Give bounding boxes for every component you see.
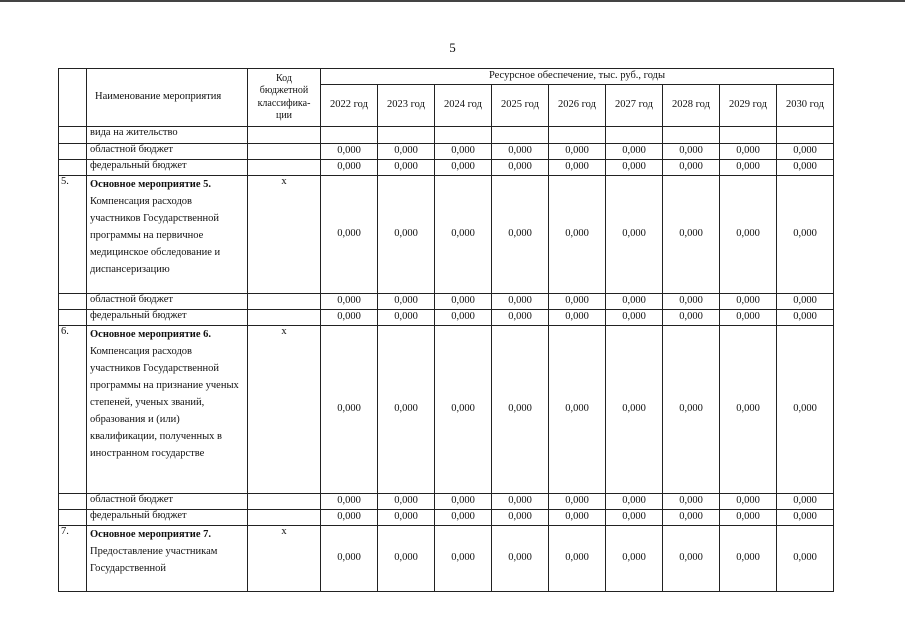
activity-text: федеральный бюджет: [90, 160, 187, 171]
header-code: Код бюджетной классифика-ции: [248, 69, 321, 127]
year-value: 0,000: [777, 510, 834, 526]
year-value: [321, 127, 378, 144]
header-resource: Ресурсное обеспечение, тыс. руб., годы: [321, 69, 834, 85]
table-row: [59, 160, 834, 176]
year-value: 0,000: [378, 294, 435, 310]
activity-name: [87, 127, 248, 144]
activity-name: [87, 526, 248, 592]
budget-code: [248, 510, 321, 526]
table-row: [59, 294, 834, 310]
table-row: [59, 144, 834, 160]
year-value: 0,000: [492, 144, 549, 160]
year-value: 0,000: [321, 510, 378, 526]
year-value: 0,000: [549, 176, 606, 294]
activity-name: [87, 294, 248, 310]
year-value: 0,000: [663, 160, 720, 176]
table-row: [59, 176, 834, 294]
year-value: 0,000: [720, 160, 777, 176]
year-value: 0,000: [777, 144, 834, 160]
year-value: 0,000: [435, 526, 492, 592]
year-value: 0,000: [720, 494, 777, 510]
budget-code: [248, 127, 321, 144]
activity-title: Основное мероприятие 6.: [90, 329, 212, 340]
activity-name: [87, 326, 248, 494]
activity-text: областной бюджет: [90, 294, 173, 305]
table-row: [59, 326, 834, 494]
year-value: [663, 127, 720, 144]
row-number: 7.: [59, 526, 87, 592]
year-value: 0,000: [321, 326, 378, 494]
year-value: [720, 127, 777, 144]
year-value: 0,000: [606, 176, 663, 294]
year-value: 0,000: [435, 294, 492, 310]
header-row-top: [59, 69, 834, 85]
table-row: [59, 510, 834, 526]
row-number: [59, 510, 87, 526]
year-value: 0,000: [720, 310, 777, 326]
year-value: 0,000: [663, 326, 720, 494]
year-value: 0,000: [663, 526, 720, 592]
header-name: Наименование мероприятия: [87, 69, 248, 127]
year-value: 0,000: [378, 494, 435, 510]
activity-text: федеральный бюджет: [90, 310, 187, 321]
year-value: 0,000: [549, 526, 606, 592]
year-value: 0,000: [549, 326, 606, 494]
year-value: 0,000: [492, 176, 549, 294]
year-value: 0,000: [492, 494, 549, 510]
budget-code: [248, 144, 321, 160]
budget-code: х: [248, 326, 321, 494]
row-number: [59, 160, 87, 176]
year-value: 0,000: [378, 526, 435, 592]
year-value: 0,000: [663, 494, 720, 510]
budget-code: [248, 310, 321, 326]
activity-title: Основное мероприятие 7.: [90, 529, 212, 540]
table-body: [59, 127, 834, 592]
year-value: 0,000: [492, 326, 549, 494]
year-value: 0,000: [777, 160, 834, 176]
activity-text: Компенсация расходов участников Государственной программы на первичное медицинское обследование и диспансеризацию: [90, 196, 221, 275]
row-number: 5.: [59, 176, 87, 294]
activity-text: федеральный бюджет: [90, 510, 187, 521]
year-value: 0,000: [663, 510, 720, 526]
row-number: [59, 144, 87, 160]
year-value: 0,000: [777, 176, 834, 294]
year-value: 0,000: [720, 510, 777, 526]
budget-table: [58, 68, 834, 592]
year-value: 0,000: [378, 160, 435, 176]
row-number: [59, 294, 87, 310]
year-value: 0,000: [606, 494, 663, 510]
year-value: 0,000: [720, 294, 777, 310]
activity-text: вида на жительство: [90, 127, 178, 138]
year-value: 0,000: [378, 310, 435, 326]
year-value: 0,000: [663, 310, 720, 326]
year-value: 0,000: [435, 144, 492, 160]
year-value: 0,000: [549, 294, 606, 310]
year-value: [777, 127, 834, 144]
year-value: 0,000: [435, 160, 492, 176]
year-value: 0,000: [321, 310, 378, 326]
year-value: 0,000: [663, 144, 720, 160]
table-row: [59, 526, 834, 592]
year-value: 0,000: [720, 526, 777, 592]
year-value: 0,000: [606, 310, 663, 326]
year-value: 0,000: [720, 176, 777, 294]
year-value: 0,000: [606, 144, 663, 160]
year-value: 0,000: [492, 526, 549, 592]
year-value: 0,000: [777, 326, 834, 494]
year-value: 0,000: [378, 510, 435, 526]
header-year: 2027 год: [606, 85, 663, 127]
activity-name: [87, 160, 248, 176]
activity-name: [87, 494, 248, 510]
table-row: [59, 127, 834, 144]
activity-text: Компенсация расходов участников Государственной программы на признание ученых степеней, ученых званий, образования и (или) квалификации, полученных в иностранном государстве: [90, 346, 239, 459]
row-number: [59, 127, 87, 144]
year-value: [492, 127, 549, 144]
year-value: 0,000: [606, 160, 663, 176]
year-value: 0,000: [492, 510, 549, 526]
budget-code: х: [248, 526, 321, 592]
activity-text: областной бюджет: [90, 144, 173, 155]
year-value: 0,000: [606, 326, 663, 494]
header-number-cell: [59, 69, 87, 127]
header-year: 2024 год: [435, 85, 492, 127]
budget-code: [248, 160, 321, 176]
year-value: 0,000: [321, 494, 378, 510]
header-year: 2030 год: [777, 85, 834, 127]
year-value: 0,000: [435, 510, 492, 526]
year-value: [549, 127, 606, 144]
activity-text: Предоставление участникам Государственной: [90, 546, 218, 574]
year-value: 0,000: [435, 494, 492, 510]
year-value: 0,000: [606, 526, 663, 592]
header-year: 2028 год: [663, 85, 720, 127]
row-number: 6.: [59, 326, 87, 494]
header-year: 2029 год: [720, 85, 777, 127]
year-value: [606, 127, 663, 144]
year-value: 0,000: [777, 494, 834, 510]
year-value: 0,000: [378, 176, 435, 294]
row-number: [59, 494, 87, 510]
year-value: 0,000: [549, 144, 606, 160]
year-value: 0,000: [549, 510, 606, 526]
year-value: 0,000: [549, 310, 606, 326]
budget-code: х: [248, 176, 321, 294]
header-year: 2023 год: [378, 85, 435, 127]
activity-text: областной бюджет: [90, 494, 173, 505]
budget-code: [248, 494, 321, 510]
budget-code: [248, 294, 321, 310]
row-number: [59, 310, 87, 326]
activity-name: [87, 144, 248, 160]
header-year: 2025 год: [492, 85, 549, 127]
activity-name: [87, 310, 248, 326]
year-value: 0,000: [777, 294, 834, 310]
activity-name: [87, 510, 248, 526]
year-value: [378, 127, 435, 144]
year-value: 0,000: [435, 310, 492, 326]
header-year: 2022 год: [321, 85, 378, 127]
year-value: 0,000: [321, 176, 378, 294]
activity-title: Основное мероприятие 5.: [90, 179, 212, 190]
year-value: 0,000: [606, 294, 663, 310]
table-row: [59, 494, 834, 510]
year-value: 0,000: [549, 494, 606, 510]
page-number: 5: [449, 40, 456, 55]
year-value: [435, 127, 492, 144]
year-value: 0,000: [378, 326, 435, 494]
year-value: 0,000: [492, 160, 549, 176]
year-value: 0,000: [321, 144, 378, 160]
year-value: 0,000: [321, 526, 378, 592]
year-value: 0,000: [321, 160, 378, 176]
year-value: 0,000: [777, 310, 834, 326]
year-value: 0,000: [777, 526, 834, 592]
year-value: 0,000: [720, 144, 777, 160]
year-value: 0,000: [606, 510, 663, 526]
year-value: 0,000: [492, 294, 549, 310]
year-value: 0,000: [663, 294, 720, 310]
year-value: 0,000: [492, 310, 549, 326]
year-value: 0,000: [321, 294, 378, 310]
scan-top-edge: [0, 0, 905, 2]
year-value: 0,000: [435, 176, 492, 294]
header-year: 2026 год: [549, 85, 606, 127]
table-row: [59, 310, 834, 326]
year-value: 0,000: [720, 326, 777, 494]
year-value: 0,000: [435, 326, 492, 494]
activity-name: [87, 176, 248, 294]
year-value: 0,000: [378, 144, 435, 160]
year-value: 0,000: [549, 160, 606, 176]
year-value: 0,000: [663, 176, 720, 294]
